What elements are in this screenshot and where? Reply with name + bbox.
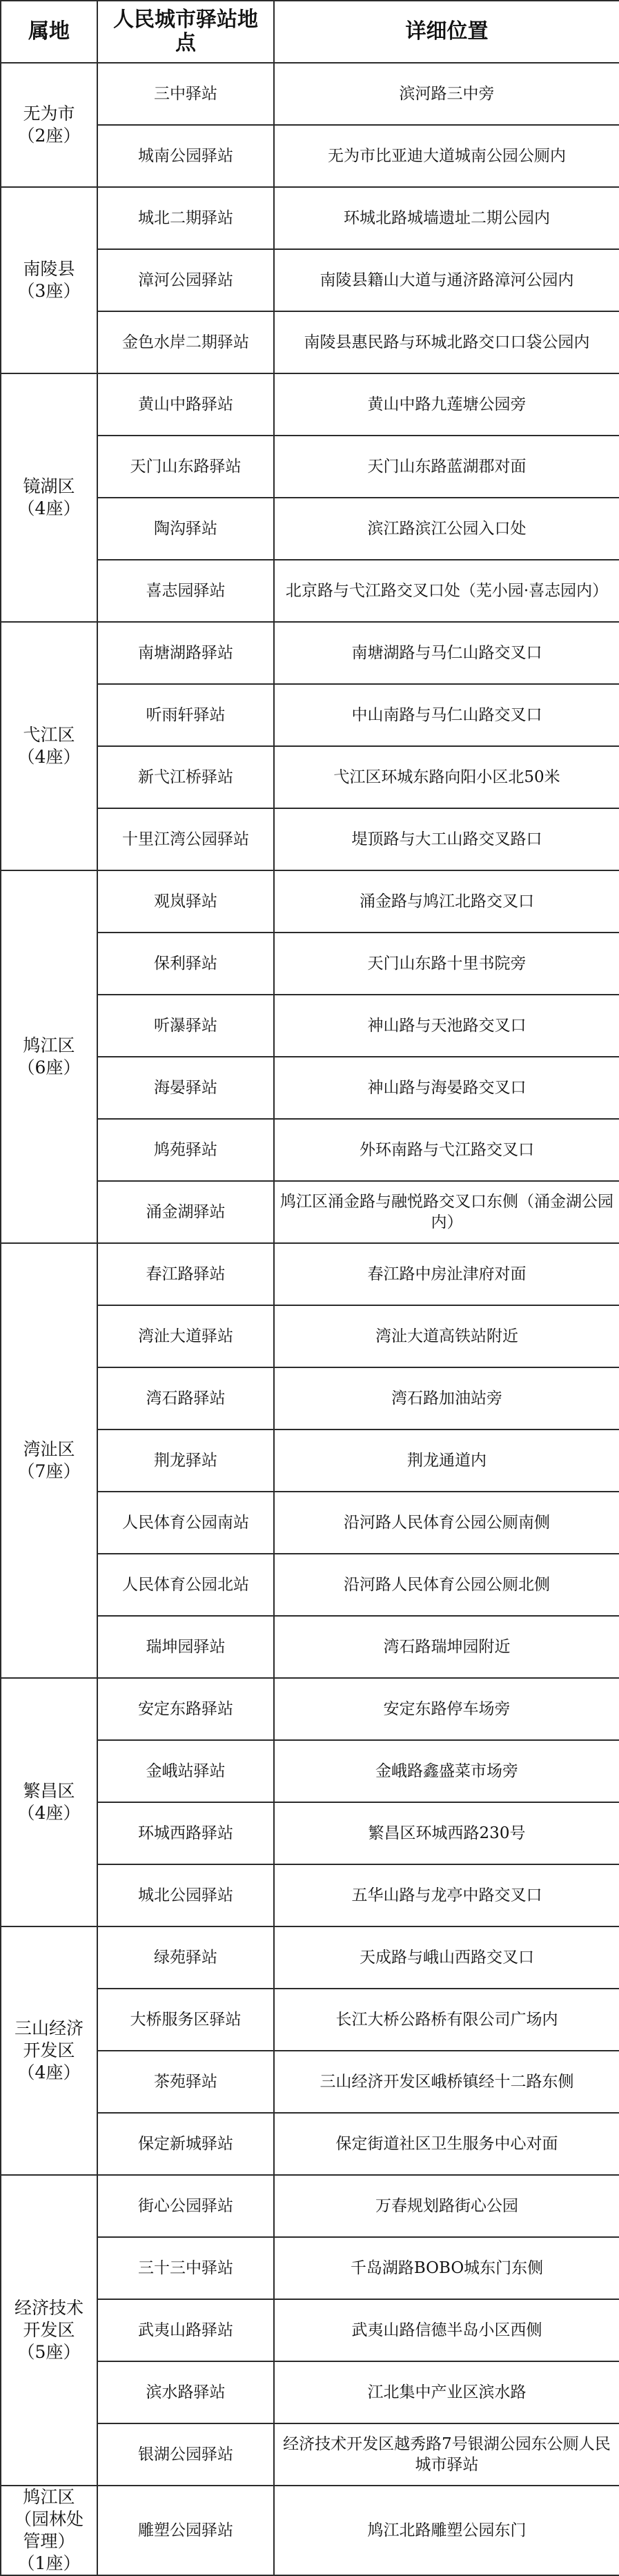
district-count: （2座） (17, 126, 81, 146)
station-name-cell: 湾石路驿站 (97, 1367, 274, 1430)
table-row (1, 1243, 619, 1305)
header-district: 属地 (1, 1, 97, 63)
location-cell: 万春规划路街心公园 (274, 2175, 619, 2237)
district-name: 鸠江区（园林处管理） (14, 2487, 83, 2551)
location-cell: 繁昌区环城西路230号 (274, 1802, 619, 1864)
location-cell: 荆龙通道内 (274, 1430, 619, 1492)
station-name-cell: 南塘湖路驿站 (97, 622, 274, 684)
district-cell (1, 1926, 97, 2175)
district-count: （3座） (17, 281, 81, 301)
district-cell (1, 1678, 97, 1926)
station-name-cell: 大桥服务区驿站 (97, 1989, 274, 2051)
station-name-cell: 春江路驿站 (97, 1243, 274, 1305)
station-name-cell: 湾沚大道驿站 (97, 1305, 274, 1367)
location-cell: 春江路中房沚津府对面 (274, 1243, 619, 1305)
location-cell: 三山经济开发区峨桥镇经十二路东侧 (274, 2051, 619, 2113)
station-name-cell: 银湖公园驿站 (97, 2423, 274, 2486)
location-cell: 涌金路与鸠江北路交叉口 (274, 870, 619, 933)
station-name-cell: 安定东路驿站 (97, 1678, 274, 1740)
station-name-cell: 城南公园驿站 (97, 125, 274, 187)
table-row (1, 622, 619, 684)
location-cell: 湾沚大道高铁站附近 (274, 1305, 619, 1367)
location-cell: 北京路与弋江路交叉口处（芜小园·喜志园内） (274, 560, 619, 622)
district-cell (1, 63, 97, 187)
location-cell: 中山南路与马仁山路交叉口 (274, 684, 619, 746)
station-name-cell: 保利驿站 (97, 933, 274, 995)
station-name-cell: 人民体育公园南站 (97, 1492, 274, 1554)
header-row (1, 1, 619, 63)
location-cell: 天门山东路十里书院旁 (274, 933, 619, 995)
table-row (1, 373, 619, 436)
location-cell: 弋江区环城东路向阳小区北50米 (274, 746, 619, 808)
location-cell: 黄山中路九莲塘公园旁 (274, 373, 619, 436)
district-name: 无为市 (23, 104, 75, 124)
location-cell: 沿河路人民体育公园公厕北侧 (274, 1554, 619, 1616)
district-cell (1, 870, 97, 1243)
station-name-cell: 绿苑驿站 (97, 1926, 274, 1989)
district-cell (1, 373, 97, 622)
location-cell: 滨河路三中旁 (274, 63, 619, 125)
station-name-cell: 城北公园驿站 (97, 1864, 274, 1926)
location-cell: 武夷山路信德半岛小区西侧 (274, 2299, 619, 2361)
station-name-cell: 陶沟驿站 (97, 498, 274, 560)
station-name-cell: 瑞坤园驿站 (97, 1616, 274, 1678)
location-cell: 滨江路滨江公园入口处 (274, 498, 619, 560)
district-count: （7座） (17, 1461, 81, 1481)
station-name-cell: 金色水岸二期驿站 (97, 311, 274, 373)
header-station: 人民城市驿站地点 (97, 1, 274, 63)
location-cell: 鸠江北路雕塑公园东门 (274, 2486, 619, 2575)
station-name-cell: 喜志园驿站 (97, 560, 274, 622)
station-name-cell: 街心公园驿站 (97, 2175, 274, 2237)
location-cell: 五华山路与龙亭中路交叉口 (274, 1864, 619, 1926)
station-name-cell: 听雨轩驿站 (97, 684, 274, 746)
location-cell: 长江大桥公路桥有限公司广场内 (274, 1989, 619, 2051)
location-cell: 南陵县惠民路与环城北路交口口袋公园内 (274, 311, 619, 373)
district-count: （1座） (17, 2553, 81, 2573)
station-name-cell: 雕塑公园驿站 (97, 2486, 274, 2575)
district-count: （5座） (17, 2342, 81, 2362)
stations-body (1, 63, 619, 2575)
station-name-cell: 环城西路驿站 (97, 1802, 274, 1864)
station-name-cell: 黄山中路驿站 (97, 373, 274, 436)
table-row (1, 1678, 619, 1740)
station-name-cell: 涌金湖驿站 (97, 1181, 274, 1243)
station-name-cell: 荆龙驿站 (97, 1430, 274, 1492)
location-cell: 鸠江区涌金路与融悦路交叉口东侧（涌金湖公园内） (274, 1181, 619, 1243)
station-name-cell: 城北二期驿站 (97, 187, 274, 249)
district-name: 弋江区 (23, 725, 75, 745)
district-name: 经济技术开发区 (14, 2298, 83, 2340)
location-cell: 湾石路瑞坤园附近 (274, 1616, 619, 1678)
district-cell (1, 2486, 97, 2575)
location-cell: 金峨路鑫盛菜市场旁 (274, 1740, 619, 1802)
station-name-cell: 保定新城驿站 (97, 2113, 274, 2175)
district-count: （4座） (17, 498, 81, 518)
district-name: 鸠江区 (23, 1035, 75, 1055)
station-name-cell: 听瀑驿站 (97, 995, 274, 1057)
table-row (1, 1926, 619, 1989)
location-cell: 南陵县籍山大道与通济路漳河公园内 (274, 249, 619, 311)
district-count: （4座） (17, 1803, 81, 1823)
station-name-cell: 鸠苑驿站 (97, 1119, 274, 1181)
location-cell: 外环南路与弋江路交叉口 (274, 1119, 619, 1181)
location-cell: 堤顶路与大工山路交叉路口 (274, 808, 619, 870)
table-row (1, 63, 619, 125)
district-cell (1, 622, 97, 870)
station-name-cell: 十里江湾公园驿站 (97, 808, 274, 870)
district-name: 湾沚区 (23, 1439, 75, 1459)
table-row (1, 2486, 619, 2575)
station-name-cell: 海晏驿站 (97, 1057, 274, 1119)
location-cell: 江北集中产业区滨水路 (274, 2361, 619, 2423)
station-name-cell: 三十三中驿站 (97, 2237, 274, 2299)
station-name-cell: 滨水路驿站 (97, 2361, 274, 2423)
station-name-cell: 人民体育公园北站 (97, 1554, 274, 1616)
station-name-cell: 观岚驿站 (97, 870, 274, 933)
location-cell: 经济技术开发区越秀路7号银湖公园东公厕人民城市驿站 (274, 2423, 619, 2486)
location-cell: 湾石路加油站旁 (274, 1367, 619, 1430)
district-name: 镜湖区 (23, 476, 75, 496)
district-count: （4座） (17, 2062, 81, 2082)
station-name-cell: 天门山东路驿站 (97, 436, 274, 498)
location-cell: 无为市比亚迪大道城南公园公厕内 (274, 125, 619, 187)
header-location: 详细位置 (274, 1, 619, 63)
district-cell (1, 187, 97, 373)
district-count: （6座） (17, 1057, 81, 1077)
location-cell: 安定东路停车场旁 (274, 1678, 619, 1740)
district-count: （4座） (17, 747, 81, 767)
station-name-cell: 三中驿站 (97, 63, 274, 125)
location-cell: 神山路与海晏路交叉口 (274, 1057, 619, 1119)
location-cell: 天门山东路蓝湖郡对面 (274, 436, 619, 498)
location-cell: 保定街道社区卫生服务中心对面 (274, 2113, 619, 2175)
table-row (1, 2175, 619, 2237)
station-name-cell: 茶苑驿站 (97, 2051, 274, 2113)
table-row (1, 187, 619, 249)
location-cell: 千岛湖路BOBO城东门东侧 (274, 2237, 619, 2299)
station-name-cell: 金峨站驿站 (97, 1740, 274, 1802)
location-cell: 环城北路城墙遗址二期公园内 (274, 187, 619, 249)
station-name-cell: 武夷山路驿站 (97, 2299, 274, 2361)
table-row (1, 870, 619, 933)
district-cell (1, 1243, 97, 1678)
location-cell: 神山路与天池路交叉口 (274, 995, 619, 1057)
district-cell (1, 2175, 97, 2486)
district-name: 三山经济开发区 (14, 2018, 83, 2060)
station-name-cell: 漳河公园驿站 (97, 249, 274, 311)
location-cell: 南塘湖路与马仁山路交叉口 (274, 622, 619, 684)
district-name: 南陵县 (23, 259, 75, 279)
station-name-cell: 新弋江桥驿站 (97, 746, 274, 808)
location-cell: 沿河路人民体育公园公厕南侧 (274, 1492, 619, 1554)
location-cell: 天成路与峨山西路交叉口 (274, 1926, 619, 1989)
district-name: 繁昌区 (23, 1781, 75, 1801)
